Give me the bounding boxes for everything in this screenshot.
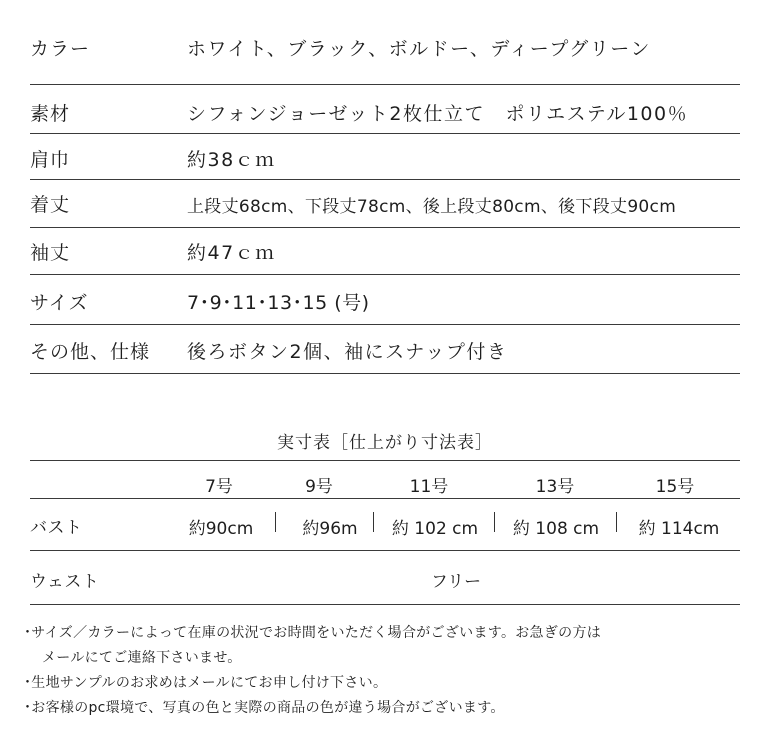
- bust-value: 約 102 cm: [391, 519, 479, 539]
- column-separator: [494, 512, 495, 532]
- divider: [30, 604, 740, 605]
- spec-label: 肩巾: [30, 149, 71, 171]
- spec-value: ホワイト、ブラック、ボルドー、ディープグリーン: [187, 38, 651, 60]
- column-separator: [616, 512, 617, 532]
- spec-label: 袖丈: [30, 242, 71, 264]
- divider: [30, 227, 740, 228]
- divider: [30, 324, 740, 325]
- row-label-waist: ウェスト: [30, 572, 100, 592]
- divider: [30, 133, 740, 134]
- spec-label: 着丈: [30, 194, 71, 216]
- spec-value: 後ろボタン2個、袖にスナップ付き: [187, 341, 508, 363]
- spec-value: 上段丈68cm、下段丈78cm、後上段丈80cm、後下段丈90cm: [187, 197, 677, 217]
- note-item: [24, 671, 744, 696]
- spec-label: 素材: [30, 103, 71, 125]
- divider: [30, 84, 740, 85]
- bust-value: 約96m: [302, 519, 358, 539]
- row-label-bust: バスト: [30, 518, 83, 538]
- note-item: [24, 696, 744, 721]
- note-item: [24, 621, 744, 671]
- note-text: ･お客様のpc環境で、写真の色と実際の商品の色が違う場合がございます。: [24, 700, 505, 716]
- divider: [30, 498, 740, 499]
- spec-value: 7･9･11･13･15 (号): [187, 292, 370, 314]
- bust-value: 約 108 cm: [512, 519, 600, 539]
- bust-value: 約 114cm: [638, 519, 720, 539]
- spec-value: 約47ｃｍ: [187, 242, 276, 264]
- note-text: ･サイズ／カラーによって在庫の状況でお時間をいただく場合がございます。お急ぎの方は: [24, 625, 602, 641]
- spec-value: シフォンジョーゼット2枚仕立て ポリエステル100％: [187, 103, 689, 125]
- size-header: 11号: [409, 477, 449, 497]
- column-separator: [373, 512, 374, 532]
- spec-value: 約38ｃｍ: [187, 149, 276, 171]
- waist-value: フリー: [430, 572, 482, 592]
- size-header: 13号: [535, 477, 575, 497]
- notes: [24, 621, 744, 721]
- bust-value: 約90cm: [188, 519, 254, 539]
- size-header: 7号: [205, 477, 233, 497]
- note-text: メールにてご連絡下さいませ。: [42, 650, 242, 666]
- note-text: ･生地サンプルのお求めはメールにてお申し付け下さい。: [24, 675, 388, 691]
- size-table-title: 実寸表［仕上がり寸法表］: [277, 433, 493, 453]
- spec-label: カラー: [30, 38, 91, 60]
- size-header: 9号: [305, 477, 333, 497]
- divider: [30, 274, 740, 275]
- divider: [30, 460, 740, 461]
- spec-label: その他、仕様: [30, 341, 151, 363]
- divider: [30, 550, 740, 551]
- divider: [30, 179, 740, 180]
- column-separator: [275, 512, 276, 532]
- spec-label: サイズ: [30, 292, 89, 314]
- size-header: 15号: [655, 477, 695, 497]
- divider: [30, 373, 740, 374]
